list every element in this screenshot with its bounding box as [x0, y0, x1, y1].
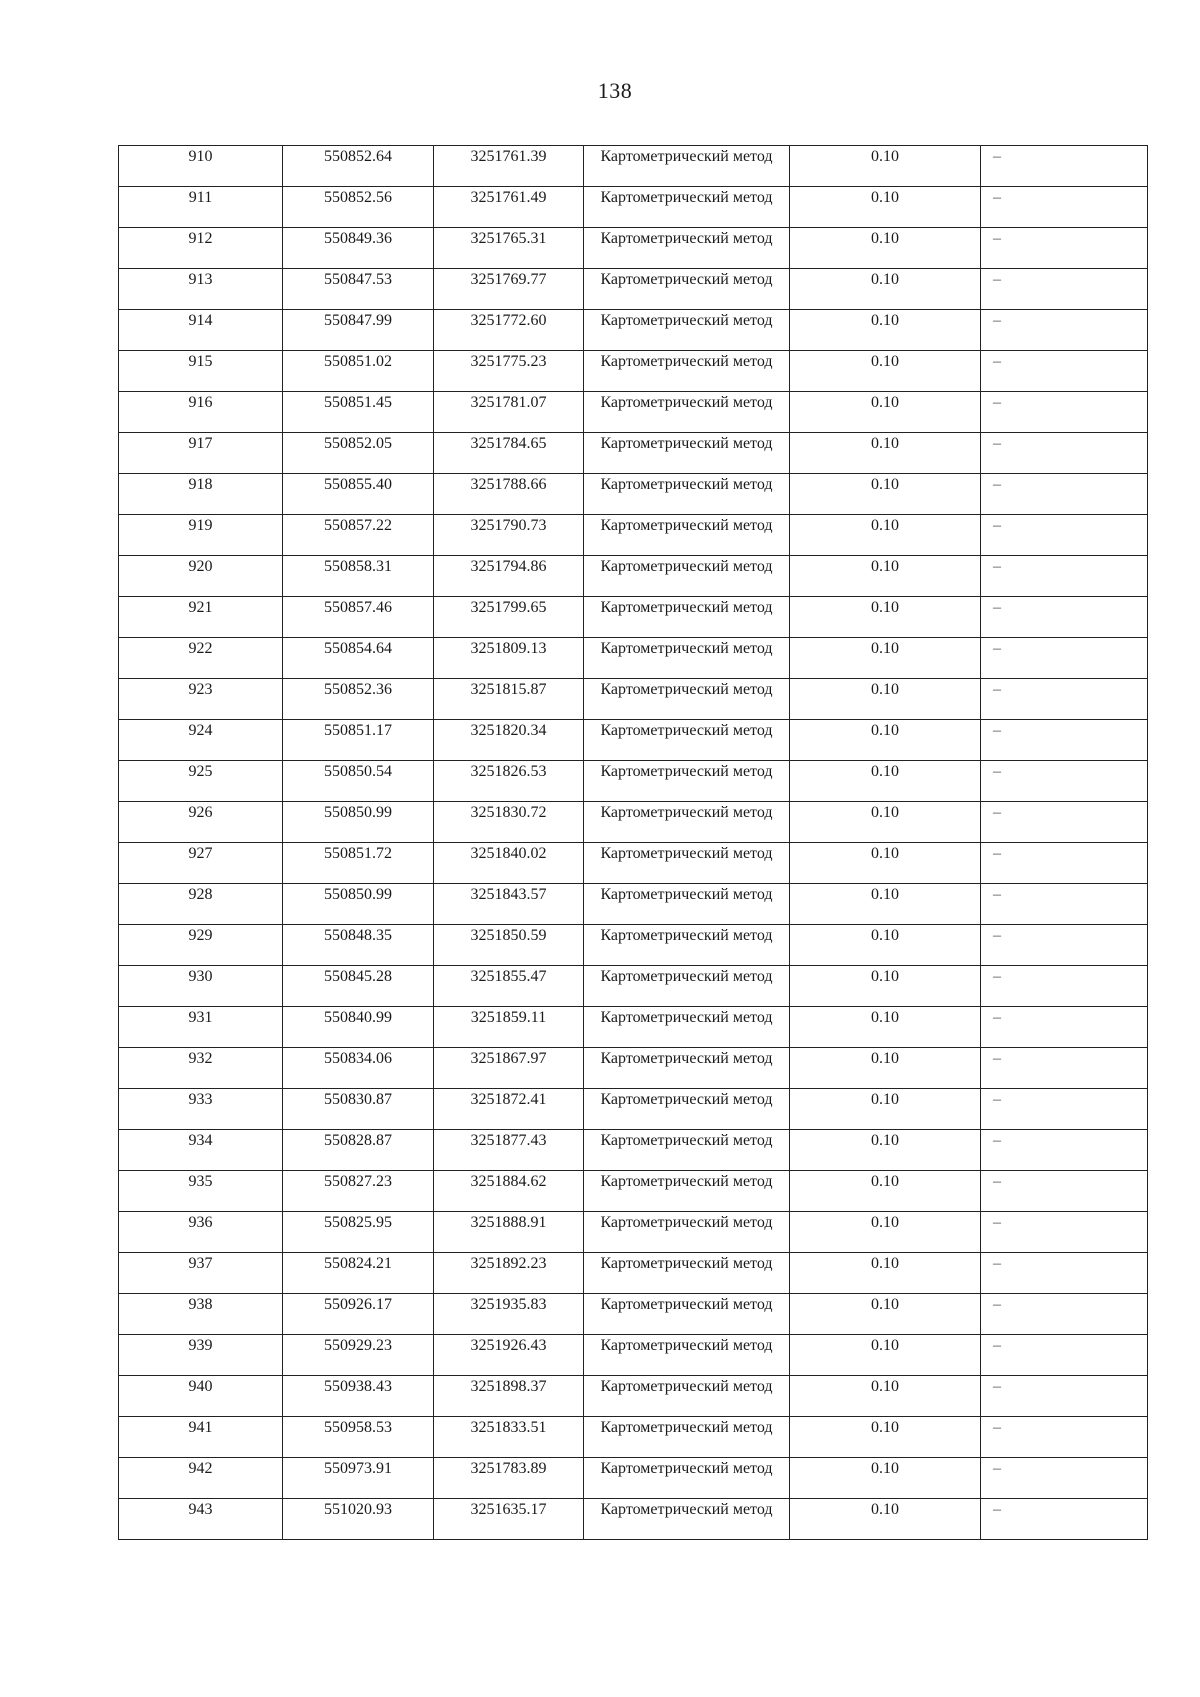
- y-coordinate-cell: 3251809.13: [434, 638, 584, 679]
- accuracy-cell: 0.10: [790, 1130, 981, 1171]
- method-cell: Картометрический метод: [584, 1294, 790, 1335]
- point-number-cell: 933: [119, 1089, 283, 1130]
- accuracy-cell: 0.10: [790, 269, 981, 310]
- table-row: [119, 433, 1148, 474]
- y-coordinate-cell: 3251815.87: [434, 679, 584, 720]
- method-cell: Картометрический метод: [584, 187, 790, 228]
- accuracy-cell: 0.10: [790, 966, 981, 1007]
- table-row: [119, 1089, 1148, 1130]
- y-coordinate-cell: 3251867.97: [434, 1048, 584, 1089]
- x-coordinate-cell: 550851.72: [283, 843, 434, 884]
- x-coordinate-cell: 550929.23: [283, 1335, 434, 1376]
- method-cell: Картометрический метод: [584, 1130, 790, 1171]
- accuracy-cell: 0.10: [790, 679, 981, 720]
- x-coordinate-cell: 550848.35: [283, 925, 434, 966]
- note-cell: –: [981, 1458, 1148, 1499]
- table-row: [119, 392, 1148, 433]
- note-cell: –: [981, 638, 1148, 679]
- accuracy-cell: 0.10: [790, 474, 981, 515]
- note-cell: –: [981, 1335, 1148, 1376]
- method-cell: Картометрический метод: [584, 1048, 790, 1089]
- accuracy-cell: 0.10: [790, 228, 981, 269]
- point-number-cell: 910: [119, 146, 283, 187]
- y-coordinate-cell: 3251877.43: [434, 1130, 584, 1171]
- x-coordinate-cell: 550845.28: [283, 966, 434, 1007]
- table-row: [119, 310, 1148, 351]
- table-row: [119, 597, 1148, 638]
- method-cell: Картометрический метод: [584, 1212, 790, 1253]
- table-row: [119, 187, 1148, 228]
- x-coordinate-cell: 550850.54: [283, 761, 434, 802]
- y-coordinate-cell: 3251772.60: [434, 310, 584, 351]
- note-cell: –: [981, 966, 1148, 1007]
- note-cell: –: [981, 433, 1148, 474]
- method-cell: Картометрический метод: [584, 720, 790, 761]
- y-coordinate-cell: 3251898.37: [434, 1376, 584, 1417]
- note-cell: –: [981, 597, 1148, 638]
- table-row: [119, 925, 1148, 966]
- note-cell: –: [981, 228, 1148, 269]
- method-cell: Картометрический метод: [584, 1089, 790, 1130]
- x-coordinate-cell: 550828.87: [283, 1130, 434, 1171]
- y-coordinate-cell: 3251769.77: [434, 269, 584, 310]
- method-cell: Картометрический метод: [584, 146, 790, 187]
- x-coordinate-cell: 550834.06: [283, 1048, 434, 1089]
- table-row: [119, 884, 1148, 925]
- note-cell: –: [981, 310, 1148, 351]
- table-row: [119, 474, 1148, 515]
- x-coordinate-cell: 550824.21: [283, 1253, 434, 1294]
- table-row: [119, 1253, 1148, 1294]
- point-number-cell: 941: [119, 1417, 283, 1458]
- method-cell: Картометрический метод: [584, 1458, 790, 1499]
- point-number-cell: 931: [119, 1007, 283, 1048]
- accuracy-cell: 0.10: [790, 146, 981, 187]
- y-coordinate-cell: 3251830.72: [434, 802, 584, 843]
- y-coordinate-cell: 3251775.23: [434, 351, 584, 392]
- point-number-cell: 940: [119, 1376, 283, 1417]
- x-coordinate-cell: 550847.99: [283, 310, 434, 351]
- table-row: [119, 1335, 1148, 1376]
- method-cell: Картометрический метод: [584, 269, 790, 310]
- method-cell: Картометрический метод: [584, 925, 790, 966]
- y-coordinate-cell: 3251765.31: [434, 228, 584, 269]
- table-row: [119, 761, 1148, 802]
- point-number-cell: 921: [119, 597, 283, 638]
- y-coordinate-cell: 3251850.59: [434, 925, 584, 966]
- accuracy-cell: 0.10: [790, 515, 981, 556]
- method-cell: Картометрический метод: [584, 1417, 790, 1458]
- x-coordinate-cell: 550851.02: [283, 351, 434, 392]
- table-row: [119, 515, 1148, 556]
- note-cell: –: [981, 556, 1148, 597]
- x-coordinate-cell: 550857.22: [283, 515, 434, 556]
- y-coordinate-cell: 3251794.86: [434, 556, 584, 597]
- note-cell: –: [981, 843, 1148, 884]
- x-coordinate-cell: 550938.43: [283, 1376, 434, 1417]
- point-number-cell: 923: [119, 679, 283, 720]
- table-row: [119, 228, 1148, 269]
- x-coordinate-cell: 550855.40: [283, 474, 434, 515]
- table-row: [119, 1458, 1148, 1499]
- accuracy-cell: 0.10: [790, 1212, 981, 1253]
- x-coordinate-cell: 550852.05: [283, 433, 434, 474]
- x-coordinate-cell: 550849.36: [283, 228, 434, 269]
- y-coordinate-cell: 3251855.47: [434, 966, 584, 1007]
- accuracy-cell: 0.10: [790, 720, 981, 761]
- y-coordinate-cell: 3251892.23: [434, 1253, 584, 1294]
- accuracy-cell: 0.10: [790, 1007, 981, 1048]
- method-cell: Картометрический метод: [584, 679, 790, 720]
- accuracy-cell: 0.10: [790, 1499, 981, 1540]
- note-cell: –: [981, 187, 1148, 228]
- method-cell: Картометрический метод: [584, 1376, 790, 1417]
- note-cell: –: [981, 1499, 1148, 1540]
- method-cell: Картометрический метод: [584, 556, 790, 597]
- method-cell: Картометрический метод: [584, 515, 790, 556]
- y-coordinate-cell: 3251926.43: [434, 1335, 584, 1376]
- table-row: [119, 351, 1148, 392]
- y-coordinate-cell: 3251799.65: [434, 597, 584, 638]
- note-cell: –: [981, 1376, 1148, 1417]
- note-cell: –: [981, 1007, 1148, 1048]
- table-row: [119, 1212, 1148, 1253]
- accuracy-cell: 0.10: [790, 1171, 981, 1212]
- method-cell: Картометрический метод: [584, 761, 790, 802]
- note-cell: –: [981, 761, 1148, 802]
- method-cell: Картометрический метод: [584, 966, 790, 1007]
- x-coordinate-cell: 550827.23: [283, 1171, 434, 1212]
- y-coordinate-cell: 3251783.89: [434, 1458, 584, 1499]
- table-row: [119, 966, 1148, 1007]
- accuracy-cell: 0.10: [790, 351, 981, 392]
- accuracy-cell: 0.10: [790, 843, 981, 884]
- x-coordinate-cell: 550840.99: [283, 1007, 434, 1048]
- accuracy-cell: 0.10: [790, 1417, 981, 1458]
- y-coordinate-cell: 3251888.91: [434, 1212, 584, 1253]
- method-cell: Картометрический метод: [584, 597, 790, 638]
- note-cell: –: [981, 392, 1148, 433]
- point-number-cell: 937: [119, 1253, 283, 1294]
- method-cell: Картометрический метод: [584, 1253, 790, 1294]
- y-coordinate-cell: 3251761.49: [434, 187, 584, 228]
- x-coordinate-cell: 550958.53: [283, 1417, 434, 1458]
- note-cell: –: [981, 884, 1148, 925]
- note-cell: –: [981, 1417, 1148, 1458]
- accuracy-cell: 0.10: [790, 1294, 981, 1335]
- note-cell: –: [981, 269, 1148, 310]
- table-row: [119, 1294, 1148, 1335]
- y-coordinate-cell: 3251884.62: [434, 1171, 584, 1212]
- note-cell: –: [981, 802, 1148, 843]
- x-coordinate-cell: 550854.64: [283, 638, 434, 679]
- point-number-cell: 926: [119, 802, 283, 843]
- point-number-cell: 935: [119, 1171, 283, 1212]
- accuracy-cell: 0.10: [790, 884, 981, 925]
- accuracy-cell: 0.10: [790, 925, 981, 966]
- point-number-cell: 942: [119, 1458, 283, 1499]
- accuracy-cell: 0.10: [790, 1048, 981, 1089]
- y-coordinate-cell: 3251820.34: [434, 720, 584, 761]
- point-number-cell: 922: [119, 638, 283, 679]
- method-cell: Картометрический метод: [584, 351, 790, 392]
- note-cell: –: [981, 1089, 1148, 1130]
- x-coordinate-cell: 550852.56: [283, 187, 434, 228]
- y-coordinate-cell: 3251826.53: [434, 761, 584, 802]
- method-cell: Картометрический метод: [584, 843, 790, 884]
- x-coordinate-cell: 550852.36: [283, 679, 434, 720]
- accuracy-cell: 0.10: [790, 1253, 981, 1294]
- note-cell: –: [981, 1048, 1148, 1089]
- x-coordinate-cell: 550851.45: [283, 392, 434, 433]
- point-number-cell: 919: [119, 515, 283, 556]
- table-row: [119, 843, 1148, 884]
- accuracy-cell: 0.10: [790, 1376, 981, 1417]
- accuracy-cell: 0.10: [790, 802, 981, 843]
- note-cell: –: [981, 474, 1148, 515]
- note-cell: –: [981, 720, 1148, 761]
- point-number-cell: 932: [119, 1048, 283, 1089]
- method-cell: Картометрический метод: [584, 802, 790, 843]
- point-number-cell: 925: [119, 761, 283, 802]
- method-cell: Картометрический метод: [584, 474, 790, 515]
- point-number-cell: 943: [119, 1499, 283, 1540]
- point-number-cell: 917: [119, 433, 283, 474]
- accuracy-cell: 0.10: [790, 556, 981, 597]
- method-cell: Картометрический метод: [584, 310, 790, 351]
- y-coordinate-cell: 3251859.11: [434, 1007, 584, 1048]
- method-cell: Картометрический метод: [584, 1171, 790, 1212]
- point-number-cell: 916: [119, 392, 283, 433]
- method-cell: Картометрический метод: [584, 1335, 790, 1376]
- point-number-cell: 920: [119, 556, 283, 597]
- x-coordinate-cell: 550858.31: [283, 556, 434, 597]
- note-cell: –: [981, 1212, 1148, 1253]
- y-coordinate-cell: 3251635.17: [434, 1499, 584, 1540]
- method-cell: Картометрический метод: [584, 392, 790, 433]
- accuracy-cell: 0.10: [790, 1335, 981, 1376]
- y-coordinate-cell: 3251788.66: [434, 474, 584, 515]
- method-cell: Картометрический метод: [584, 884, 790, 925]
- coordinates-table: [118, 145, 1148, 1540]
- table-row: [119, 638, 1148, 679]
- x-coordinate-cell: 550852.64: [283, 146, 434, 187]
- note-cell: –: [981, 925, 1148, 966]
- accuracy-cell: 0.10: [790, 638, 981, 679]
- point-number-cell: 930: [119, 966, 283, 1007]
- y-coordinate-cell: 3251781.07: [434, 392, 584, 433]
- method-cell: Картометрический метод: [584, 433, 790, 474]
- point-number-cell: 939: [119, 1335, 283, 1376]
- point-number-cell: 911: [119, 187, 283, 228]
- accuracy-cell: 0.10: [790, 187, 981, 228]
- table-row: [119, 1171, 1148, 1212]
- point-number-cell: 934: [119, 1130, 283, 1171]
- table-row: [119, 1499, 1148, 1540]
- point-number-cell: 928: [119, 884, 283, 925]
- note-cell: –: [981, 679, 1148, 720]
- note-cell: –: [981, 1294, 1148, 1335]
- x-coordinate-cell: 550825.95: [283, 1212, 434, 1253]
- x-coordinate-cell: 550973.91: [283, 1458, 434, 1499]
- method-cell: Картометрический метод: [584, 638, 790, 679]
- y-coordinate-cell: 3251761.39: [434, 146, 584, 187]
- x-coordinate-cell: 550850.99: [283, 802, 434, 843]
- x-coordinate-cell: 550847.53: [283, 269, 434, 310]
- point-number-cell: 913: [119, 269, 283, 310]
- accuracy-cell: 0.10: [790, 1458, 981, 1499]
- method-cell: Картометрический метод: [584, 1007, 790, 1048]
- note-cell: –: [981, 1253, 1148, 1294]
- coordinates-table-body: [119, 146, 1148, 1540]
- accuracy-cell: 0.10: [790, 597, 981, 638]
- y-coordinate-cell: 3251833.51: [434, 1417, 584, 1458]
- point-number-cell: 929: [119, 925, 283, 966]
- point-number-cell: 927: [119, 843, 283, 884]
- method-cell: Картометрический метод: [584, 1499, 790, 1540]
- x-coordinate-cell: 551020.93: [283, 1499, 434, 1540]
- point-number-cell: 918: [119, 474, 283, 515]
- table-row: [119, 269, 1148, 310]
- note-cell: –: [981, 1130, 1148, 1171]
- method-cell: Картометрический метод: [584, 228, 790, 269]
- table-row: [119, 556, 1148, 597]
- table-row: [119, 1007, 1148, 1048]
- table-row: [119, 146, 1148, 187]
- table-row: [119, 1417, 1148, 1458]
- y-coordinate-cell: 3251790.73: [434, 515, 584, 556]
- table-row: [119, 720, 1148, 761]
- point-number-cell: 915: [119, 351, 283, 392]
- accuracy-cell: 0.10: [790, 1089, 981, 1130]
- page-number: 138: [597, 78, 633, 103]
- accuracy-cell: 0.10: [790, 392, 981, 433]
- y-coordinate-cell: 3251872.41: [434, 1089, 584, 1130]
- point-number-cell: 912: [119, 228, 283, 269]
- table-row: [119, 1130, 1148, 1171]
- point-number-cell: 936: [119, 1212, 283, 1253]
- y-coordinate-cell: 3251840.02: [434, 843, 584, 884]
- table-row: [119, 1376, 1148, 1417]
- accuracy-cell: 0.10: [790, 761, 981, 802]
- x-coordinate-cell: 550850.99: [283, 884, 434, 925]
- accuracy-cell: 0.10: [790, 310, 981, 351]
- x-coordinate-cell: 550851.17: [283, 720, 434, 761]
- note-cell: –: [981, 515, 1148, 556]
- y-coordinate-cell: 3251935.83: [434, 1294, 584, 1335]
- table-row: [119, 1048, 1148, 1089]
- y-coordinate-cell: 3251784.65: [434, 433, 584, 474]
- table-row: [119, 802, 1148, 843]
- y-coordinate-cell: 3251843.57: [434, 884, 584, 925]
- note-cell: –: [981, 146, 1148, 187]
- point-number-cell: 924: [119, 720, 283, 761]
- accuracy-cell: 0.10: [790, 433, 981, 474]
- point-number-cell: 938: [119, 1294, 283, 1335]
- x-coordinate-cell: 550926.17: [283, 1294, 434, 1335]
- note-cell: –: [981, 1171, 1148, 1212]
- x-coordinate-cell: 550857.46: [283, 597, 434, 638]
- note-cell: –: [981, 351, 1148, 392]
- table-row: [119, 679, 1148, 720]
- x-coordinate-cell: 550830.87: [283, 1089, 434, 1130]
- point-number-cell: 914: [119, 310, 283, 351]
